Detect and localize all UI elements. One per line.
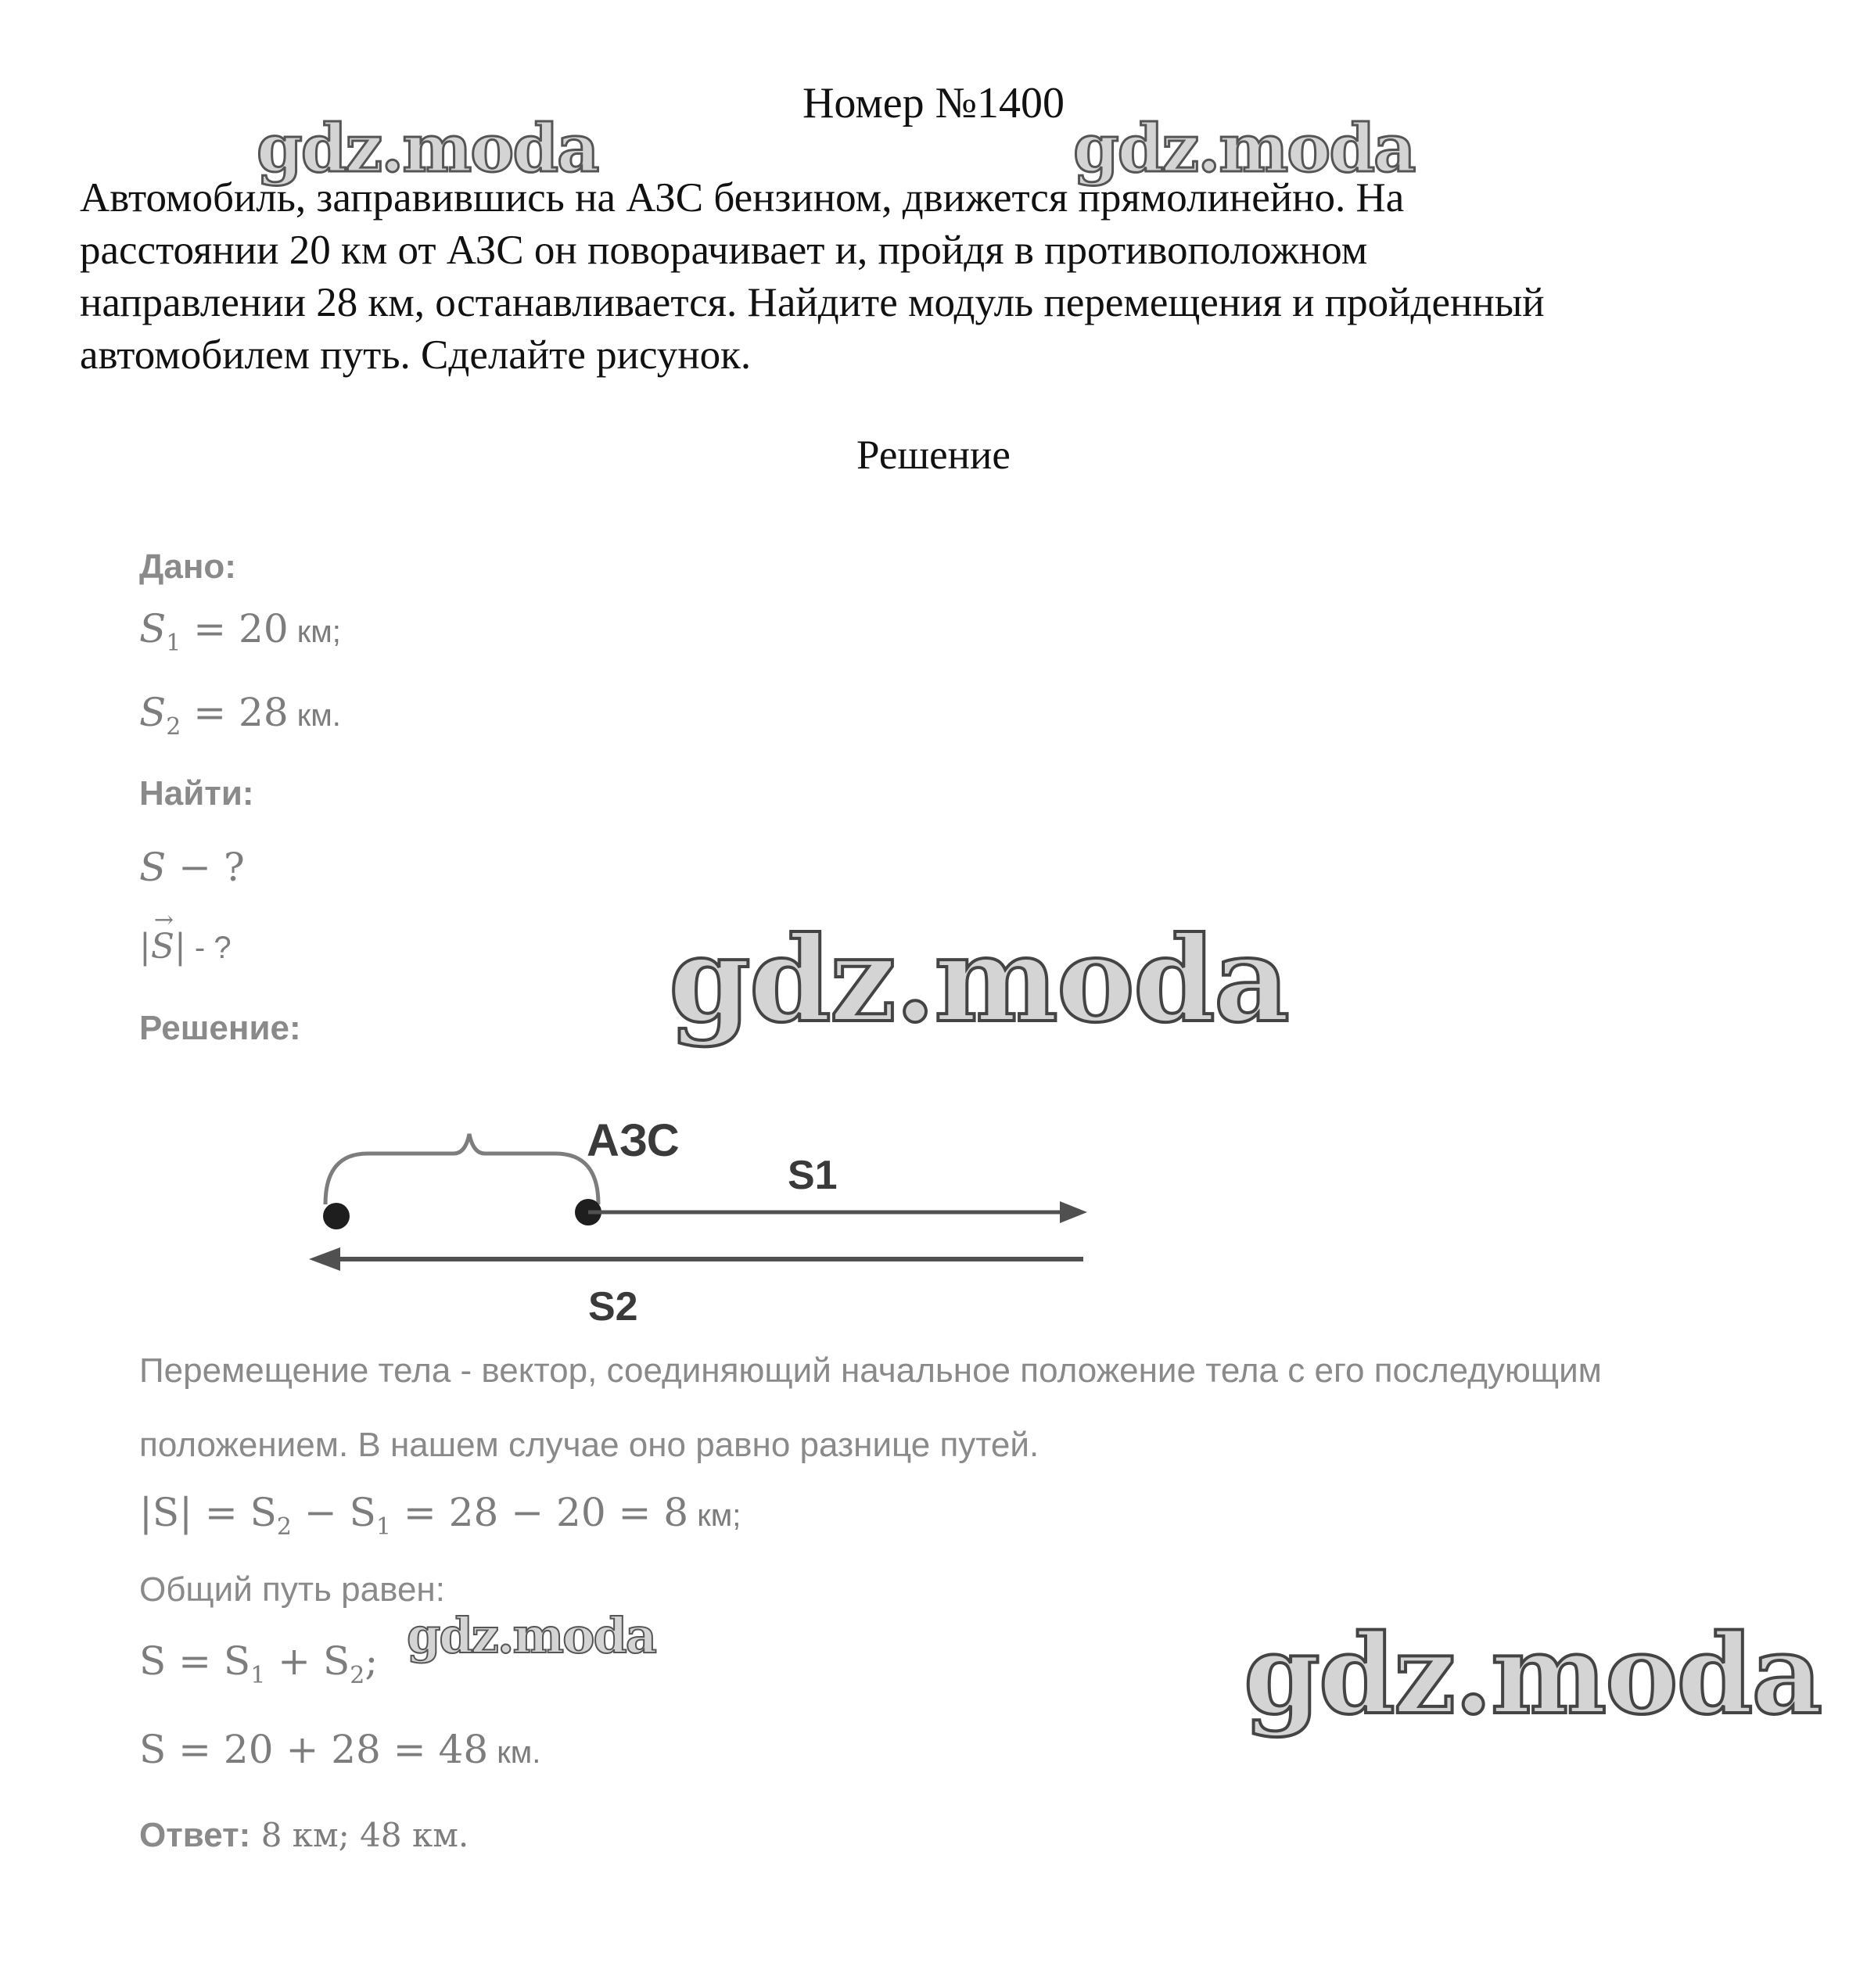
explanation-line: Перемещение тела - вектор, соединяющий начальное положение тела с его последующим — [139, 1351, 1602, 1390]
problem-statement — [80, 172, 1801, 382]
solution-label: Решение: — [139, 1009, 301, 1047]
watermark: gdz.moda — [407, 1607, 655, 1664]
watermark: gdz.moda — [1244, 1611, 1822, 1739]
answer-value: 8 км; 48 км. — [250, 1816, 469, 1854]
problem-line: направлении 28 км, останавливается. Найдите модуль перемещения и пройденный — [80, 280, 1545, 325]
s1-arrowhead — [1060, 1201, 1087, 1223]
problem-line: расстоянии 20 км от АЗС он поворачивает и, пройдя в противоположном — [80, 228, 1368, 273]
displacement-equation: $|S| = S_2 - S_1 = 28 - 20 = 8$ км; — [139, 1490, 741, 1541]
start-point — [323, 1203, 350, 1229]
problem-line: автомобилем путь. Сделайте рисунок. — [80, 332, 752, 378]
motion-diagram — [297, 1103, 1118, 1337]
given-s1: $S_1 = 20$ км; — [139, 606, 341, 657]
watermark: gdz.moda — [669, 911, 1289, 1049]
total-path-label: Общий путь равен: — [139, 1570, 445, 1609]
answer — [139, 1816, 469, 1855]
s2-arrowhead — [309, 1247, 340, 1271]
brace — [325, 1134, 598, 1204]
find-path: S − ? — [139, 845, 245, 890]
total-path-calc: S = 20 + 28 = 48 км. — [139, 1727, 541, 1772]
s2-label: S2 — [588, 1284, 638, 1330]
page-title: Номер №1400 — [802, 79, 1065, 127]
watermark: gdz.moda — [1073, 109, 1415, 187]
answer-label: Ответ: — [139, 1816, 251, 1854]
find-label: Найти: — [139, 774, 254, 813]
solution-heading: Решение — [856, 432, 1011, 478]
total-path-formula: $S = S_1 + S_2$; — [139, 1638, 379, 1689]
watermark: gdz.moda — [257, 109, 598, 187]
given-label: Дано: — [139, 547, 236, 586]
given-s2: $S_2 = 28$ км. — [139, 690, 341, 741]
find-displacement: | → S| - ? — [139, 906, 232, 967]
vector-arrow-icon: → — [153, 906, 174, 934]
problem-line: Автомобиль, заправившись на АЗС бензином, движется прямолинейно. На — [80, 175, 1405, 221]
s1-label: S1 — [788, 1153, 838, 1198]
station-label: АЗС — [587, 1115, 680, 1166]
explanation-line: положением. В нашем случае оно равно разнице путей. — [139, 1426, 1039, 1464]
